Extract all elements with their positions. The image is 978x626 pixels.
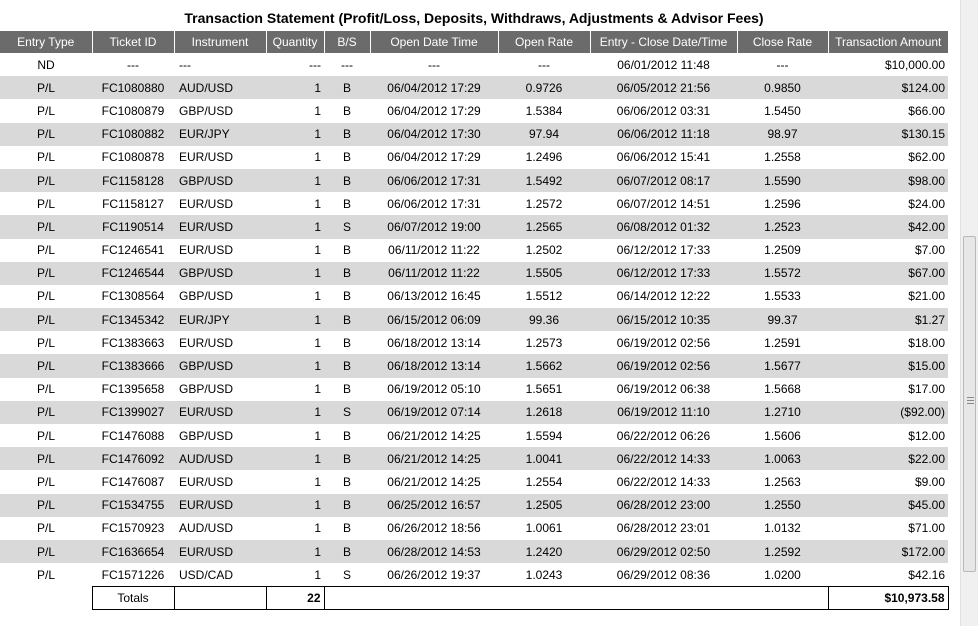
cell-open-date-time: 06/19/2012 05:10 <box>387 382 481 397</box>
vertical-scrollbar[interactable] <box>960 0 978 626</box>
cell-open-rate: 1.5662 <box>498 354 590 377</box>
column-header-transaction-amount[interactable]: Transaction Amount <box>828 31 948 53</box>
cell-transaction-amount: $124.00 <box>828 76 948 99</box>
totals-spacer <box>0 587 92 610</box>
cell-buy-sell: S <box>324 215 370 238</box>
cell-close-date-time: 06/07/2012 14:51 <box>616 196 711 211</box>
cell-close-date-time: 06/28/2012 23:00 <box>590 494 737 517</box>
cell-entry-type: P/L <box>36 150 55 165</box>
column-header-instrument[interactable]: Instrument <box>174 31 266 53</box>
cell-buy-sell: B <box>324 169 370 192</box>
cell-open-rate: 1.5384 <box>525 103 563 118</box>
cell-quantity: 1 <box>314 150 321 165</box>
cell-transaction-amount: $21.00 <box>908 289 945 304</box>
cell-entry-type: ND <box>37 57 55 72</box>
cell-instrument: GBP/USD <box>179 289 234 304</box>
cell-entry-type: P/L <box>0 215 92 238</box>
cell-transaction-amount: $130.15 <box>828 123 948 146</box>
cell-close-rate: 1.2558 <box>764 150 801 165</box>
cell-close-date-time: 06/19/2012 06:38 <box>616 382 711 397</box>
cell-transaction-amount: $24.00 <box>908 196 945 211</box>
cell-entry-type: P/L <box>36 567 55 582</box>
cell-close-date-time: 06/01/2012 11:48 <box>617 57 710 72</box>
totals-amount: $10,973.58 <box>828 587 948 610</box>
cell-entry-type: P/L <box>36 474 55 489</box>
statement-title: Transaction Statement (Profit/Loss, Deposits, Withdraws, Adjustments & Advisor Fees) <box>184 10 764 26</box>
cell-quantity: 1 <box>266 540 324 563</box>
cell-ticket-id: FC1345342 <box>92 308 174 331</box>
cell-quantity: 1 <box>314 243 321 258</box>
cell-ticket-id: FC1636654 <box>92 540 174 563</box>
cell-open-rate: 1.2554 <box>525 474 563 489</box>
cell-instrument: EUR/USD <box>174 215 266 238</box>
scrollbar-thumb[interactable] <box>963 236 976 572</box>
table-row <box>0 401 948 424</box>
cell-open-date-time: 06/28/2012 14:53 <box>370 540 498 563</box>
cell-close-rate: 1.2591 <box>764 335 801 350</box>
cell-transaction-amount: $66.00 <box>908 103 945 118</box>
cell-quantity: 1 <box>266 262 324 285</box>
cell-quantity: 1 <box>266 76 324 99</box>
cell-close-rate: 1.5450 <box>764 103 801 118</box>
cell-ticket-id: FC1246541 <box>101 243 165 258</box>
cell-entry-type: P/L <box>36 428 55 443</box>
cell-entry-type: P/L <box>36 521 55 536</box>
cell-instrument: EUR/USD <box>179 196 234 211</box>
cell-open-date-time: 06/06/2012 17:31 <box>370 169 498 192</box>
cell-close-date-time: 06/12/2012 17:33 <box>590 262 737 285</box>
cell-instrument: AUD/USD <box>179 521 234 536</box>
cell-transaction-amount: $22.00 <box>828 447 948 470</box>
cell-quantity: 1 <box>266 354 324 377</box>
cell-ticket-id: FC1308564 <box>101 289 165 304</box>
cell-instrument: AUD/USD <box>174 447 266 470</box>
cell-close-rate: 1.0063 <box>737 447 828 470</box>
cell-quantity: 1 <box>314 196 321 211</box>
cell-transaction-amount: $98.00 <box>828 169 948 192</box>
cell-instrument: EUR/USD <box>174 540 266 563</box>
table-row <box>0 53 948 76</box>
cell-transaction-amount: $42.00 <box>828 215 948 238</box>
cell-instrument: EUR/USD <box>174 494 266 517</box>
cell-instrument: GBP/USD <box>174 354 266 377</box>
scrollbar-grip-icon <box>967 397 974 406</box>
cell-ticket-id: FC1158128 <box>92 169 174 192</box>
cell-ticket-id: FC1476092 <box>92 447 174 470</box>
cell-open-rate: 97.94 <box>498 123 590 146</box>
cell-open-date-time: 06/26/2012 18:56 <box>387 521 481 536</box>
cell-ticket-id: FC1534755 <box>92 494 174 517</box>
cell-close-rate: 1.5533 <box>764 289 801 304</box>
cell-open-rate: 1.2618 <box>498 401 590 424</box>
column-header-open-rate[interactable]: Open Rate <box>498 31 590 53</box>
table-row <box>0 494 948 517</box>
table-row <box>0 215 948 238</box>
cell-ticket-id: FC1383663 <box>101 335 165 350</box>
cell-close-rate: 98.97 <box>737 123 828 146</box>
table-row <box>0 331 948 354</box>
cell-open-date-time: 06/06/2012 17:31 <box>387 196 481 211</box>
cell-instrument: EUR/USD <box>179 474 234 489</box>
table-row <box>0 470 948 493</box>
cell-buy-sell: B <box>342 289 351 304</box>
cell-ticket-id: FC1399027 <box>92 401 174 424</box>
cell-entry-type: P/L <box>36 103 55 118</box>
cell-open-rate: 1.2496 <box>525 150 563 165</box>
cell-close-date-time: 06/06/2012 03:31 <box>616 103 711 118</box>
cell-ticket-id: FC1383666 <box>92 354 174 377</box>
cell-instrument: EUR/USD <box>179 243 234 258</box>
cell-entry-type: P/L <box>0 262 92 285</box>
cell-open-date-time: 06/04/2012 17:29 <box>387 103 481 118</box>
transaction-table <box>0 31 949 610</box>
cell-open-date-time: 06/07/2012 19:00 <box>370 215 498 238</box>
cell-open-date-time: 06/11/2012 11:22 <box>370 262 498 285</box>
cell-open-date-time: 06/26/2012 19:37 <box>387 567 481 582</box>
cell-open-rate: 1.5492 <box>498 169 590 192</box>
cell-buy-sell: B <box>342 243 351 258</box>
cell-buy-sell: B <box>342 382 351 397</box>
cell-buy-sell: B <box>324 354 370 377</box>
cell-open-date-time: 06/04/2012 17:30 <box>370 123 498 146</box>
cell-entry-type: P/L <box>36 382 55 397</box>
cell-close-date-time: 06/19/2012 02:56 <box>590 354 737 377</box>
table-row <box>0 76 948 99</box>
cell-open-date-time: 06/13/2012 16:45 <box>387 289 481 304</box>
cell-buy-sell: B <box>324 262 370 285</box>
totals-label: Totals <box>92 587 174 610</box>
table-row <box>0 378 948 401</box>
cell-close-date-time: 06/19/2012 11:10 <box>590 401 737 424</box>
cell-open-rate: 1.2502 <box>525 243 563 258</box>
cell-transaction-amount: $15.00 <box>828 354 948 377</box>
cell-close-rate: 99.37 <box>737 308 828 331</box>
cell-transaction-amount: $62.00 <box>908 150 945 165</box>
cell-entry-type: P/L <box>0 76 92 99</box>
cell-buy-sell: B <box>324 494 370 517</box>
cell-entry-type: P/L <box>0 401 92 424</box>
cell-ticket-id: FC1476088 <box>101 428 165 443</box>
cell-ticket-id: FC1395658 <box>101 382 165 397</box>
table-row <box>0 146 948 169</box>
cell-buy-sell: B <box>342 474 351 489</box>
cell-open-rate: 1.2573 <box>525 335 563 350</box>
cell-instrument: AUD/USD <box>174 76 266 99</box>
cell-close-date-time: 06/06/2012 11:18 <box>590 123 737 146</box>
cell-close-rate: 1.2550 <box>737 494 828 517</box>
cell-entry-type: P/L <box>0 308 92 331</box>
cell-quantity: 1 <box>314 521 321 536</box>
cell-entry-type: P/L <box>0 169 92 192</box>
cell-open-rate: 1.0243 <box>525 567 563 582</box>
cell-buy-sell: B <box>324 540 370 563</box>
cell-transaction-amount: $42.16 <box>908 567 945 582</box>
cell-open-date-time: 06/15/2012 06:09 <box>370 308 498 331</box>
table-row <box>0 262 948 285</box>
cell-open-rate: 1.0061 <box>525 521 563 536</box>
cell-instrument: --- <box>179 57 191 72</box>
cell-entry-type: P/L <box>36 289 55 304</box>
cell-close-rate: 1.2509 <box>764 243 801 258</box>
cell-instrument: EUR/USD <box>174 401 266 424</box>
cell-open-rate: 1.2565 <box>498 215 590 238</box>
cell-buy-sell: B <box>342 521 351 536</box>
cell-transaction-amount: $172.00 <box>828 540 948 563</box>
cell-transaction-amount: $10,000.00 <box>884 57 945 72</box>
cell-close-rate: 0.9850 <box>737 76 828 99</box>
cell-quantity: 1 <box>266 215 324 238</box>
column-header-quantity[interactable]: Quantity <box>266 31 324 53</box>
cell-open-date-time: 06/25/2012 16:57 <box>370 494 498 517</box>
cell-buy-sell: B <box>342 150 351 165</box>
cell-close-date-time: 06/15/2012 10:35 <box>590 308 737 331</box>
column-header-close-date-time[interactable]: Entry - Close Date/Time <box>590 31 737 53</box>
cell-ticket-id: FC1080880 <box>92 76 174 99</box>
cell-quantity: 1 <box>266 123 324 146</box>
cell-transaction-amount: $17.00 <box>908 382 945 397</box>
cell-close-rate: 1.2596 <box>764 196 801 211</box>
cell-close-rate: 1.0132 <box>764 521 801 536</box>
cell-buy-sell: B <box>324 123 370 146</box>
cell-buy-sell: S <box>324 401 370 424</box>
cell-quantity: 1 <box>266 494 324 517</box>
cell-quantity: 1 <box>314 289 321 304</box>
cell-transaction-amount: ($92.00) <box>828 401 948 424</box>
cell-close-date-time: 06/29/2012 02:50 <box>590 540 737 563</box>
cell-ticket-id: FC1476087 <box>101 474 165 489</box>
cell-instrument: GBP/USD <box>179 428 234 443</box>
cell-transaction-amount: $45.00 <box>828 494 948 517</box>
table-row <box>0 192 948 215</box>
column-header-ticket-id[interactable]: Ticket ID <box>92 31 174 53</box>
cell-entry-type: P/L <box>0 123 92 146</box>
cell-open-date-time: 06/21/2012 14:25 <box>387 474 481 489</box>
cell-instrument: EUR/JPY <box>174 123 266 146</box>
cell-buy-sell: B <box>342 335 351 350</box>
cell-open-rate: 1.2420 <box>498 540 590 563</box>
cell-entry-type: P/L <box>36 196 55 211</box>
table-row <box>0 123 948 146</box>
table-row <box>0 169 948 192</box>
cell-open-rate: 1.5512 <box>525 289 563 304</box>
cell-ticket-id: FC1571226 <box>101 567 165 582</box>
cell-open-rate: 1.5505 <box>498 262 590 285</box>
cell-open-date-time: 06/18/2012 13:14 <box>370 354 498 377</box>
cell-close-date-time: 06/05/2012 21:56 <box>590 76 737 99</box>
cell-ticket-id: FC1246544 <box>92 262 174 285</box>
cell-entry-type: P/L <box>0 447 92 470</box>
table-row <box>0 424 948 447</box>
cell-ticket-id: FC1158127 <box>102 196 164 211</box>
cell-close-rate: 1.2563 <box>764 474 801 489</box>
table-body <box>0 53 948 587</box>
table-row <box>0 285 948 308</box>
cell-buy-sell: S <box>342 567 351 582</box>
cell-close-rate: --- <box>776 57 789 72</box>
cell-buy-sell: B <box>342 196 351 211</box>
cell-open-rate: 1.5594 <box>525 428 563 443</box>
cell-quantity: 1 <box>266 447 324 470</box>
cell-ticket-id: FC1080882 <box>92 123 174 146</box>
cell-open-date-time: 06/04/2012 17:29 <box>387 150 481 165</box>
cell-quantity: 1 <box>314 335 321 350</box>
cell-quantity: 1 <box>314 103 321 118</box>
cell-open-date-time: 06/21/2012 14:25 <box>370 447 498 470</box>
cell-open-rate: 99.36 <box>498 308 590 331</box>
cell-open-rate: 1.5651 <box>525 382 563 397</box>
cell-entry-type: P/L <box>36 243 55 258</box>
table-row <box>0 517 948 540</box>
cell-quantity: 1 <box>266 308 324 331</box>
cell-close-date-time: 06/28/2012 23:01 <box>616 521 711 536</box>
cell-open-date-time: 06/19/2012 07:14 <box>370 401 498 424</box>
table-row <box>0 540 948 563</box>
column-header-buy-sell[interactable]: B/S <box>324 31 370 53</box>
cell-instrument: GBP/USD <box>174 262 266 285</box>
cell-close-rate: 1.5677 <box>737 354 828 377</box>
cell-close-date-time: 06/07/2012 08:17 <box>590 169 737 192</box>
table-row <box>0 99 948 122</box>
cell-close-date-time: 06/22/2012 14:33 <box>616 474 711 489</box>
cell-close-rate: 1.2523 <box>737 215 828 238</box>
cell-open-date-time: 06/21/2012 14:25 <box>387 428 481 443</box>
cell-quantity: 1 <box>314 567 321 582</box>
column-header-close-rate[interactable]: Close Rate <box>737 31 828 53</box>
cell-entry-type: P/L <box>0 354 92 377</box>
cell-open-rate: 1.0041 <box>498 447 590 470</box>
cell-entry-type: P/L <box>0 540 92 563</box>
cell-quantity: 1 <box>266 169 324 192</box>
cell-close-rate: 1.5606 <box>764 428 801 443</box>
cell-transaction-amount: $1.27 <box>828 308 948 331</box>
cell-ticket-id: --- <box>127 57 139 72</box>
cell-open-rate: 1.2572 <box>525 196 563 211</box>
cell-close-date-time: 06/22/2012 06:26 <box>616 428 711 443</box>
cell-open-date-time: 06/11/2012 11:22 <box>388 243 480 258</box>
totals-empty-cell <box>174 587 266 610</box>
cell-transaction-amount: $9.00 <box>914 474 945 489</box>
cell-close-rate: 1.5590 <box>737 169 828 192</box>
cell-open-date-time: --- <box>428 57 440 72</box>
cell-close-date-time: 06/08/2012 01:32 <box>590 215 737 238</box>
cell-close-date-time: 06/22/2012 14:33 <box>590 447 737 470</box>
totals-row <box>0 587 948 610</box>
totals-empty-span <box>324 587 828 610</box>
cell-buy-sell: --- <box>341 57 353 72</box>
cell-close-rate: 1.2592 <box>737 540 828 563</box>
cell-entry-type: P/L <box>36 335 55 350</box>
cell-transaction-amount: $71.00 <box>908 521 945 536</box>
cell-buy-sell: B <box>324 308 370 331</box>
cell-buy-sell: B <box>324 76 370 99</box>
header-row <box>0 31 948 53</box>
cell-buy-sell: B <box>324 447 370 470</box>
table-row <box>0 308 948 331</box>
cell-quantity: 1 <box>266 401 324 424</box>
cell-open-rate: --- <box>538 57 550 72</box>
cell-close-date-time: 06/19/2012 02:56 <box>616 335 711 350</box>
cell-open-date-time: 06/18/2012 13:14 <box>387 335 481 350</box>
cell-instrument: USD/CAD <box>179 567 234 582</box>
cell-instrument: GBP/USD <box>179 382 234 397</box>
cell-buy-sell: B <box>342 103 351 118</box>
cell-quantity: 1 <box>314 428 321 443</box>
cell-close-rate: 1.0200 <box>764 567 801 582</box>
cell-close-date-time: 06/06/2012 15:41 <box>616 150 711 165</box>
cell-quantity: 1 <box>314 382 321 397</box>
totals-quantity: 22 <box>266 587 324 610</box>
cell-close-rate: 1.2710 <box>737 401 828 424</box>
cell-ticket-id: FC1080879 <box>101 103 165 118</box>
cell-ticket-id: FC1190514 <box>92 215 174 238</box>
cell-instrument: EUR/USD <box>179 150 234 165</box>
cell-open-date-time: 06/04/2012 17:29 <box>370 76 498 99</box>
cell-ticket-id: FC1570923 <box>101 521 165 536</box>
cell-instrument: GBP/USD <box>174 169 266 192</box>
cell-close-rate: 1.5572 <box>737 262 828 285</box>
cell-instrument: GBP/USD <box>179 103 234 118</box>
cell-entry-type: P/L <box>0 494 92 517</box>
cell-close-rate: 1.5668 <box>764 382 801 397</box>
cell-transaction-amount: $7.00 <box>914 243 945 258</box>
cell-close-date-time: 06/14/2012 12:22 <box>616 289 711 304</box>
cell-transaction-amount: $67.00 <box>828 262 948 285</box>
column-header-entry-type[interactable]: Entry Type <box>0 31 92 53</box>
cell-quantity: --- <box>309 57 321 72</box>
cell-instrument: EUR/JPY <box>174 308 266 331</box>
cell-close-date-time: 06/12/2012 17:33 <box>616 243 711 258</box>
table-row <box>0 354 948 377</box>
table-row <box>0 239 948 262</box>
cell-close-date-time: 06/29/2012 08:36 <box>616 567 711 582</box>
column-header-open-date-time[interactable]: Open Date Time <box>370 31 498 53</box>
cell-transaction-amount: $12.00 <box>908 428 945 443</box>
table-row <box>0 563 948 587</box>
cell-instrument: EUR/USD <box>179 335 234 350</box>
cell-transaction-amount: $18.00 <box>908 335 945 350</box>
cell-buy-sell: B <box>342 428 351 443</box>
cell-ticket-id: FC1080878 <box>101 150 165 165</box>
cell-open-rate: 1.2505 <box>498 494 590 517</box>
cell-quantity: 1 <box>314 474 321 489</box>
table-row <box>0 447 948 470</box>
cell-open-rate: 0.9726 <box>498 76 590 99</box>
